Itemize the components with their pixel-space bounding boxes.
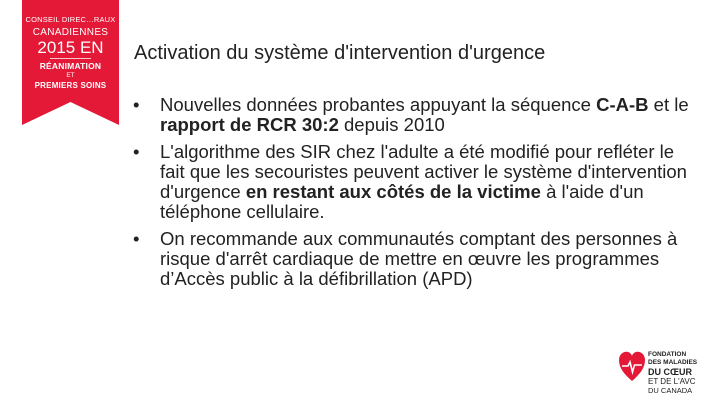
bullet-marker: •	[133, 94, 140, 115]
logo-line-1: FONDATION	[648, 351, 687, 358]
bullet-item-3	[133, 229, 703, 289]
logo-line-2: DES MALADIES	[648, 359, 698, 366]
banner-line-6: PREMIERS SOINS	[34, 81, 107, 90]
bullet-list	[133, 95, 703, 296]
bullet-text: Nouvelles données probantes appuyant la séquence	[160, 94, 597, 115]
banner-line-5: ET	[66, 72, 75, 79]
slide-title: Activation du système d'intervention d'urgence	[134, 42, 546, 64]
bullet-text: depuis 2010	[338, 114, 445, 135]
bullet-marker: •	[133, 228, 140, 249]
bullet-text: et le	[648, 94, 689, 115]
bullet-item-2	[133, 142, 703, 222]
logo-line-5: DU CANADA	[648, 386, 693, 395]
bullet-item-1	[133, 95, 703, 135]
heart-icon	[618, 350, 646, 384]
banner-divider	[50, 58, 91, 59]
banner-line-4: RÉANIMATION	[39, 61, 102, 71]
bullet-marker: •	[133, 141, 140, 162]
conference-banner	[22, 0, 119, 125]
logo-line-3: DU CŒUR	[648, 367, 692, 377]
heart-stroke-foundation-logo	[618, 348, 718, 403]
banner-year: 2015 EN	[37, 38, 104, 57]
banner-line-1: CONSEIL DIREC…RAUX	[25, 15, 116, 24]
banner-line-2: CANADIENNES	[32, 27, 109, 38]
bullet-bold-text: rapport de RCR 30:2	[160, 114, 339, 135]
bullet-text: à l'aide d'un téléphone cellulaire.	[160, 181, 644, 222]
logo-line-4: ET DE L'AVC	[648, 377, 696, 386]
bullet-text: On recommande aux communautés comptant des personnes à risque d'arrêt cardiaque de mettre en œuvre les programmes d’Accès public à la défibrillation (APD)	[160, 228, 678, 289]
bullet-bold-text: en restant aux côtés de la victime	[245, 181, 541, 202]
bullet-text: L'algorithme des SIR chez l'adulte a été modifié pour refléter le fait que les secouristes peuvent activer le système d'intervention d'urgence	[160, 141, 687, 202]
bullet-bold-text: C-A-B	[596, 94, 649, 115]
